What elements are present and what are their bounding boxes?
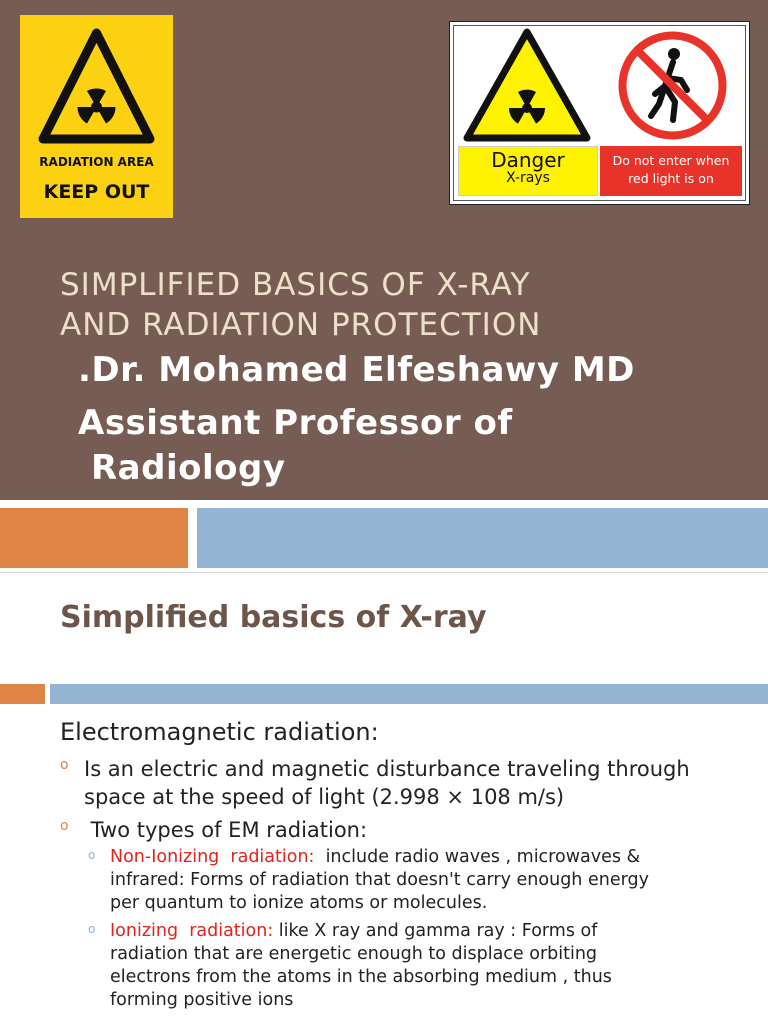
author-role-line-2: Radiology [91,448,286,488]
warning-line-2: red light is on [628,171,714,186]
warning-label-box [600,146,742,196]
section-slide [0,500,768,678]
bullet-line: space at the speed of light (2.998 × 108 m/s) [84,785,565,809]
sub-bullet-text: infrared: Forms of radiation that doesn't carry enough energy [110,870,649,890]
author-name: .Dr. Mohamed Elfeshawy MD [78,350,635,390]
ionizing-label: Ionizing radiation: [110,921,274,941]
sub-bullet-text: electrons from the atoms in the absorbing medium , thus [110,967,612,987]
danger-label-box [458,146,598,196]
sub-bullet-text: include radio waves , microwaves & [314,847,641,867]
author-role-line-1: Assistant Professor of [78,403,513,443]
radiation-warning-icon [38,27,155,147]
content-slide [0,678,768,1024]
bullet-definition [84,755,754,811]
sub-bullet-text: per quantum to ionize atoms or molecules. [110,893,488,913]
accent-bar-orange [0,508,188,568]
danger-label: Danger [491,148,565,172]
section-title: Simplified basics of X-ray [60,600,487,635]
bullet-line: Is an electric and magnetic disturbance traveling through [84,757,690,781]
sub-bullet-text: radiation that are energetic enough to displace orbiting [110,944,598,964]
title-line-1: SIMPLIFIED BASICS OF X-RAY [60,267,531,303]
sub-bullet-non-ionizing [110,846,730,915]
no-entry-pedestrian-icon [615,28,730,143]
sign-caption-keep-out: KEEP OUT [43,181,150,203]
accent-bar-orange [0,684,45,704]
bullet-marker: o [60,757,69,773]
divider [0,572,768,573]
accent-bar-blue [197,508,768,568]
radiation-warning-icon [463,28,591,143]
title-slide [0,0,768,500]
sub-bullet-ionizing [110,920,730,1012]
sub-bullet-text: like X ray and gamma ray : Forms of [273,921,598,941]
non-ionizing-label: Non-Ionizing radiation: [110,847,315,867]
sub-bullet-marker: o [88,848,96,862]
bullet-types: Two types of EM radiation: [84,818,368,842]
sub-bullet-text: forming positive ions [110,990,294,1010]
bullet-marker: o [60,818,69,834]
accent-bar-blue [50,684,768,704]
radiation-area-sign [20,15,173,218]
presentation-title [60,265,750,345]
title-line-2: AND RADIATION PROTECTION [60,307,542,343]
warning-line-1: Do not enter when [612,153,730,168]
slide-heading: Electromagnetic radiation: [60,718,379,746]
sub-bullet-marker: o [88,922,96,936]
danger-xray-sign [449,21,750,205]
xrays-label: X-rays [506,170,550,186]
sign-caption-radiation-area: RADIATION AREA [39,155,154,169]
